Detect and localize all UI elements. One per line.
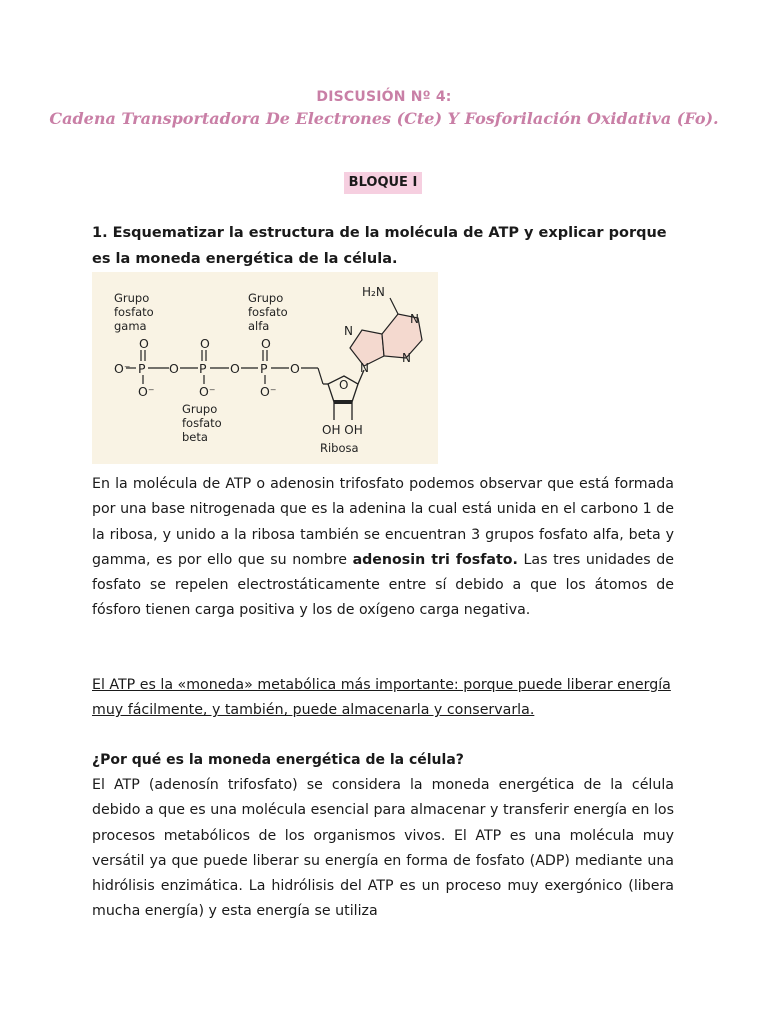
bridge-oxygen-1: O [169, 361, 179, 376]
block-label: BLOQUE I [344, 172, 422, 194]
gamma-label-line1: Grupo [114, 291, 150, 305]
paragraph-atp-currency: El ATP es la «moneda» metabólica más importante: porque puede liberar energía muy fácilmente, y también, puede almacenarla y conservarla. [92, 677, 671, 719]
bridge-oxygen-3: O [290, 361, 300, 376]
ribose-hydroxyls: OH OH [322, 423, 363, 437]
atp-structure-figure [92, 272, 438, 464]
question-1: 1. Esquematizar la estructura de la molécula de ATP y explicar porque es la moneda energética de la célula. [92, 225, 667, 267]
adenine-n7: N [344, 324, 353, 338]
beta-label-line1: Grupo [182, 402, 218, 416]
beta-label-line2: fosfato [182, 416, 222, 430]
ring-oxygen: O [339, 378, 349, 392]
para1-text-before: En la molécula de ATP o adenosin trifosfato podemos observar que está formada por una base nitrogenada que es la adenina la cual está unida en el carbono 1 de la ribosa, y unido a la ribosa también se encuentran 3 grupos fosfato alfa, beta y gamma, es por ello que su nombre [92, 476, 674, 568]
document-title: Cadena Transportadora De Electrones (Cte) Y Fosforilación Oxidativa (Fo). [49, 109, 719, 128]
gamma-label-line3: gama [114, 319, 147, 333]
oxyanion-gamma: O⁻ [138, 384, 155, 399]
discussion-number: DISCUSIÓN Nº 4: [316, 89, 452, 105]
alfa-label-line3: alfa [248, 319, 270, 333]
adenine-n1: N [410, 312, 419, 326]
para1-bold-term: adenosin tri fosfato. [352, 551, 518, 568]
oxyanion-beta: O⁻ [199, 384, 216, 399]
alfa-label-line1: Grupo [248, 291, 284, 305]
phosphorus-alpha: P [260, 361, 268, 376]
subheading-why-currency: ¿Por qué es la moneda energética de la célula? [92, 752, 464, 768]
atp-structure-diagram [92, 272, 438, 464]
paragraph-atp-description [92, 472, 674, 624]
bridge-oxygen-2: O [230, 361, 240, 376]
adenine-n3: N [402, 351, 411, 365]
phosphorus-beta: P [199, 361, 207, 376]
terminal-oxygen: O⁻ [114, 361, 131, 376]
gamma-label-line2: fosfato [114, 305, 154, 319]
phosphorus-gamma: P [138, 361, 146, 376]
oxyanion-alpha: O⁻ [260, 384, 277, 399]
amine-group: H₂N [362, 285, 385, 299]
oxo-gamma: O [139, 336, 149, 351]
ribose-label: Ribosa [320, 441, 359, 455]
alfa-label-line2: fosfato [248, 305, 288, 319]
adenine-n9: N [360, 361, 369, 375]
adenine-base [350, 298, 422, 366]
oxo-beta: O [200, 336, 210, 351]
oxo-alpha: O [261, 336, 271, 351]
para1-text-after: Las tres unidades de fosfato se repelen electrostáticamente entre sí debido a que los átomos de fósforo tienen carga positiva y los de oxígeno carga negativa. [92, 551, 674, 619]
paragraph-atp-explanation: El ATP (adenosín trifosfato) se considera la moneda energética de la célula debido a que es una molécula esencial para almacenar y transferir energía en los procesos metabólicos de los organismos vivos. El ATP es una molécula muy versátil ya que puede liberar su energía en forma de fosfato (ADP) mediante una hidrólisis enzimática. La hidrólisis del ATP es un proceso muy exergónico (libera mucha energía) y esta energía se utiliza [92, 777, 674, 920]
beta-label-line3: beta [182, 430, 208, 444]
